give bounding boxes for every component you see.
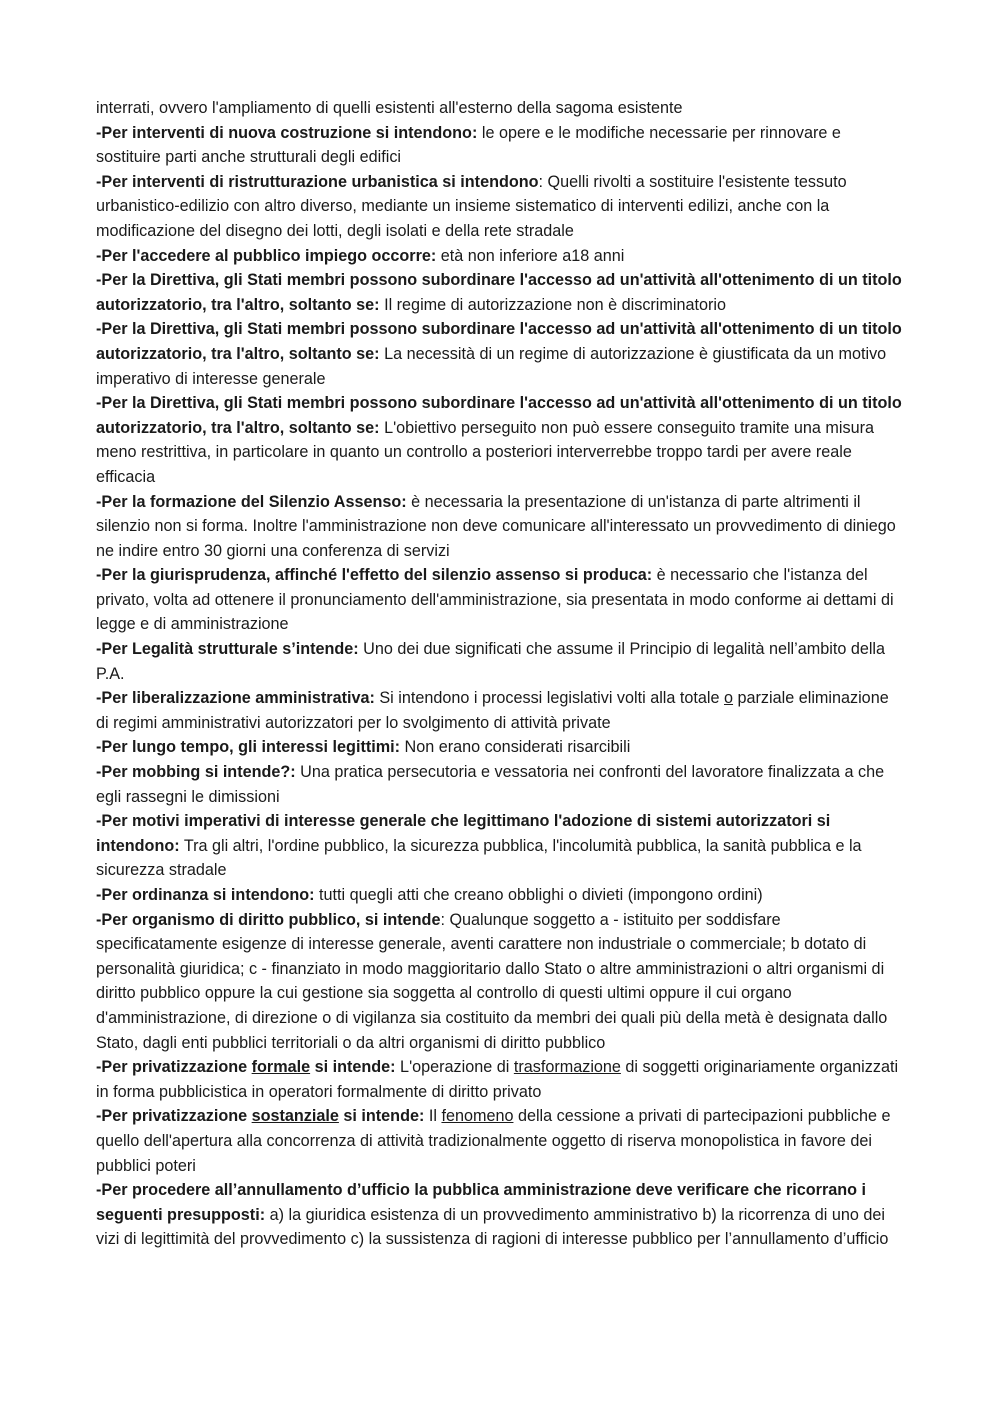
entry-term: -Per la formazione del Silenzio Assenso: [96, 492, 407, 511]
entry-definition: fenomeno [441, 1107, 514, 1126]
entry-definition: Si intendono i processi legislativi volti alla totale [374, 689, 725, 708]
entry-paragraph [96, 391, 904, 489]
entry-definition: : Quelli rivolti a sostituire l'esistente tessuto urbanistico-edilizio con altro diverso, mediante un insieme sistematico di interventi edilizi, anche con la modificazione del disegno dei lotti, degli isolati e della rete stradale [96, 172, 847, 240]
entry-definition: Il regime di autorizzazione non è discriminatorio [379, 295, 726, 314]
entry-term: -Per lungo tempo, gli interessi legittimi: [96, 738, 400, 757]
entry-term: -Per la Direttiva, gli Stati membri possono subordinare l'accesso ad un'attività all'ottenimento di un titolo autorizzatorio, tra l'altro, soltanto se: [96, 394, 902, 437]
entry-paragraph [96, 1055, 904, 1104]
entry-definition: L'obiettivo perseguito non può essere conseguito tramite una misura meno restrittiva, in particolare in quanto un controllo a posteriori interverrebbe troppo tardi per avere reale efficacia [96, 418, 874, 486]
entry-term: -Per motivi imperativi di interesse generale che legittimano l'adozione di sistemi autorizzatori si intendono: [96, 812, 831, 855]
entry-definition: parziale eliminazione di regimi amministrativi autorizzatori per lo svolgimento di attività private [96, 689, 889, 732]
entry-paragraph [96, 121, 904, 170]
entry-definition: di soggetti originariamente organizzati in forma pubblicistica in operatori formalmente di diritto privato [96, 1058, 899, 1101]
entry-term: -Per la Direttiva, gli Stati membri possono subordinare l'accesso ad un'attività all'ottenimento di un titolo autorizzatorio, tra l'altro, soltanto se: [96, 271, 902, 314]
entry-definition: Una pratica persecutoria e vessatoria nei confronti del lavoratore finalizzata a che egli rassegni le dimissioni [96, 763, 885, 806]
entry-term: -Per interventi di ristrutturazione urbanistica si intendono [96, 172, 539, 191]
entry-definition: L'operazione di [395, 1058, 514, 1077]
entry-term: -Per organismo di diritto pubblico, si intende [96, 910, 441, 929]
entry-term: -Per privatizzazione [96, 1058, 252, 1077]
entry-definition: a) la giuridica esistenza di un provvedimento amministrativo b) la ricorrenza di uno dei vizi di legittimità del provvedimento c) la sussistenza di ragioni di interesse pubblico per l’annullamento d’ufficio [96, 1205, 889, 1249]
entry-definition: interrati, ovvero l'ampliamento di quelli esistenti all'esterno della sagoma esistente [96, 99, 683, 117]
entry-definition: : Qualunque soggetto a - istituito per soddisfare specificatamente esigenze di interesse generale, aventi carattere non industriale o commerciale; b dotato di personalità giuridica; c - finanziato in modo maggioritario dallo Stato o altre amministrazioni o altri organismi di diritto pubblico oppure la cui gestione sia soggetta al controllo di questi ultimi oppure il cui organo d'amministrazione, di direzione o di vigilanza sia costituito da membri dei quali più della metà è designata dallo Stato, dagli enti pubblici territoriali o da altri organismi di diritto pubblico [96, 910, 888, 1052]
entry-paragraph [96, 908, 904, 1056]
entry-paragraph [96, 637, 904, 686]
entry-paragraph [96, 490, 904, 564]
entry-term: -Per liberalizzazione amministrativa: [96, 689, 375, 708]
entry-definition: trasformazione [513, 1058, 621, 1077]
entry-definition: le opere e le modifiche necessarie per rinnovare e sostituire parti anche strutturali degli edifici [96, 123, 841, 167]
entry-paragraph [96, 170, 904, 244]
entry-term: -Per ordinanza si intendono: [96, 886, 315, 904]
entry-definition: è necessaria la presentazione di un'istanza di parte altrimenti il silenzio non si forma. Inoltre l'amministrazione non deve comunicare all'interessato un provvedimento di diniego ne indire entro 30 giorni una conferenza di servizi [96, 492, 896, 560]
entry-term: -Per procedere all’annullamento d’ufficio la pubblica amministrazione deve verificare che ricorrano i seguenti presupposti: [96, 1181, 867, 1224]
entry-definition: Il [424, 1107, 442, 1126]
entry-paragraph [96, 883, 904, 908]
entry-paragraph [96, 96, 904, 121]
entry-term: -Per privatizzazione [96, 1107, 252, 1126]
entry-paragraph [96, 317, 904, 391]
entry-term: -Per la Direttiva, gli Stati membri possono subordinare l'accesso ad un'attività all'ottenimento di un titolo autorizzatorio, tra l'altro, soltanto se: [96, 320, 902, 363]
entry-definition: La necessità di un regime di autorizzazione è giustificata da un motivo imperativo di interesse generale [96, 344, 887, 388]
entry-term: -Per l'accedere al pubblico impiego occorre: [96, 246, 437, 265]
entry-paragraph [96, 244, 904, 269]
entry-term: -Per interventi di nuova costruzione si intendono: [96, 123, 478, 142]
entry-term: si intende: [310, 1058, 396, 1077]
entry-paragraph [96, 760, 904, 809]
entry-paragraph [96, 563, 904, 637]
entry-definition: Uno dei due significati che assume il Principio di legalità nell’ambito della P.A. [96, 640, 886, 683]
entry-paragraph [96, 809, 904, 883]
entry-paragraph [96, 1178, 904, 1252]
entry-paragraph [96, 1104, 904, 1178]
entry-definition: è necessario che l'istanza del privato, volta ad ottenere il pronunciamento dell'amministrazione, sia presentata in modo conforme ai dettami di legge e di amministrazione [96, 566, 894, 634]
entry-definition: Non erano considerati risarcibili [400, 738, 631, 757]
entry-definition: tutti quegli atti che creano obblighi o divieti (impongono ordini) [314, 886, 763, 904]
document-page [96, 96, 904, 1252]
entry-definition: o [724, 689, 734, 708]
entry-paragraph [96, 735, 904, 760]
entry-term: sostanziale [251, 1107, 339, 1126]
entry-definition: età non inferiore a18 anni [436, 246, 625, 265]
entry-definition: Tra gli altri, l'ordine pubblico, la sicurezza pubblica, l'incolumità pubblica, la sanità pubblica e la sicurezza stradale [96, 836, 862, 880]
entry-paragraph [96, 268, 904, 317]
entry-term: -Per Legalità strutturale s’intende: [96, 640, 359, 659]
entry-term: -Per mobbing si intende?: [96, 763, 296, 782]
entry-term: formale [251, 1058, 311, 1077]
entry-term: si intende: [338, 1107, 425, 1126]
entry-paragraph [96, 686, 904, 735]
entry-term: -Per la giurisprudenza, affinché l'effetto del silenzio assenso si produca: [96, 566, 653, 585]
entry-definition: della cessione a privati di partecipazioni pubbliche e quello dell'apertura alla concorrenza di attività tradizionalmente oggetto di riserva monopolistica in favore dei pubblici poteri [96, 1107, 891, 1175]
